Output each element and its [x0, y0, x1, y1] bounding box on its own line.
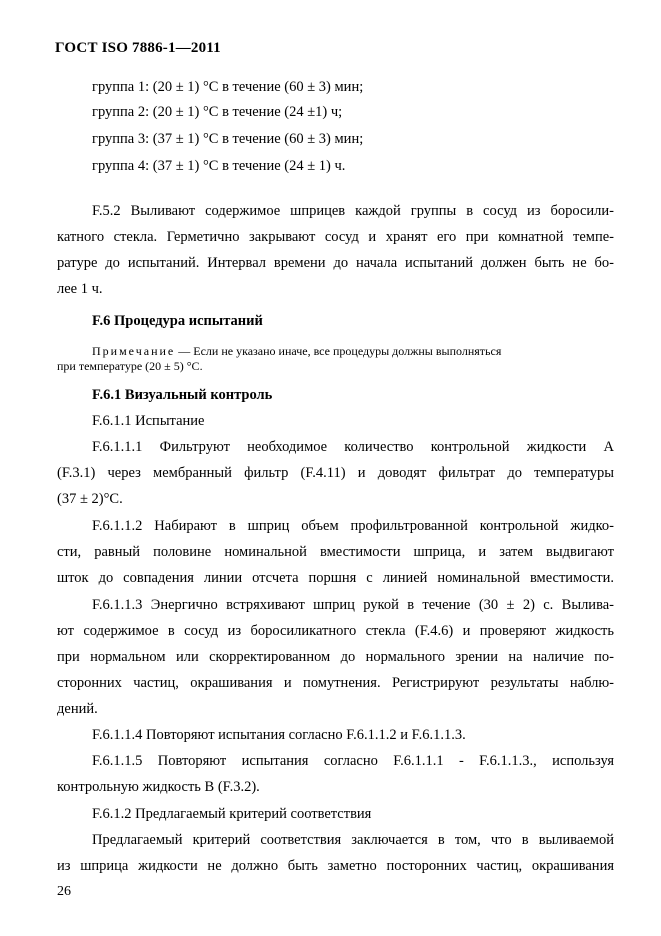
f6113-line-3: при нормальном или скорректированном до нормального зрении на наличие по-: [57, 649, 614, 665]
f6113-line-2: ют содержимое в сосуд из боросиликатного стекла (F.4.6) и проверяют жидкость: [57, 623, 614, 639]
f6113-line-5: дений.: [57, 701, 98, 717]
page-number: 26: [57, 884, 71, 899]
document-header: ГОСТ ISO 7886-1—2011: [55, 40, 221, 56]
f6115-line-2: контрольную жидкость B (F.3.2).: [57, 779, 260, 795]
group-2-line: группа 2: (20 ± 1) °С в течение (24 ±1) ч;: [92, 104, 343, 120]
f6112-line-1: F.6.1.1.2 Набирают в шприц объем профильтрованной контрольной жидко-: [92, 518, 614, 534]
section-f6-heading: F.6 Процедура испытаний: [92, 313, 263, 329]
note-label: Примечание: [92, 344, 176, 358]
group-4-line: группа 4: (37 ± 1) °С в течение (24 ± 1) ч.: [92, 158, 346, 174]
group-3-line: группа 3: (37 ± 1) °С в течение (60 ± 3) мин;: [92, 131, 364, 147]
section-f612-heading: F.6.1.2 Предлагаемый критерий соответствия: [92, 806, 372, 822]
f6112-line-3: шток до совпадения линии отсчета поршня с линией номинальной вместимости.: [57, 570, 614, 586]
f6111-line-2: (F.3.1) через мембранный фильтр (F.4.11) и доводят фильтрат до температуры: [57, 465, 614, 481]
f52-line-2: катного стекла. Герметично закрывают сосуд и хранят его при комнатной темпе-: [57, 229, 614, 245]
f52-line-4: лее 1 ч.: [57, 281, 103, 297]
criterion-line-2: из шприца жидкости не должно быть заметно посторонних частиц, окрашивания: [57, 858, 614, 874]
note-text: — Если не указано иначе, все процедуры должны выполняться: [178, 344, 502, 358]
note-line-1: [92, 344, 614, 359]
f6114-line: F.6.1.1.4 Повторяют испытания согласно F.6.1.1.2 и F.6.1.1.3.: [92, 727, 466, 743]
f6111-line-1: F.6.1.1.1 Фильтруют необходимое количество контрольной жидкости A: [92, 439, 614, 455]
note-line-2: при температуре (20 ± 5) °С.: [57, 359, 203, 373]
section-f61-heading: F.6.1 Визуальный контроль: [92, 387, 273, 403]
f6111-line-3: (37 ± 2)°С.: [57, 491, 123, 507]
criterion-line-1: Предлагаемый критерий соответствия заключается в том, что в выливаемой: [92, 832, 614, 848]
f6115-line-1: F.6.1.1.5 Повторяют испытания согласно F.6.1.1.1 - F.6.1.1.3., используя: [92, 753, 614, 769]
f6112-line-2: сти, равный половине номинальной вместимости шприца, и затем выдвигают: [57, 544, 614, 560]
section-f611-heading: F.6.1.1 Испытание: [92, 413, 205, 429]
group-1-line: группа 1: (20 ± 1) °С в течение (60 ± 3) мин;: [92, 79, 364, 95]
f6113-line-1: F.6.1.1.3 Энергично встряхивают шприц рукой в течение (30 ± 2) с. Вылива-: [92, 597, 614, 613]
f6113-line-4: сторонних частиц, окрашивания и помутнения. Регистрируют результаты наблю-: [57, 675, 614, 691]
f52-line-1: F.5.2 Выливают содержимое шприцев каждой группы в сосуд из боросили-: [92, 203, 614, 219]
f52-line-3: ратуре до испытаний. Интервал времени до начала испытаний должен быть не бо-: [57, 255, 614, 271]
